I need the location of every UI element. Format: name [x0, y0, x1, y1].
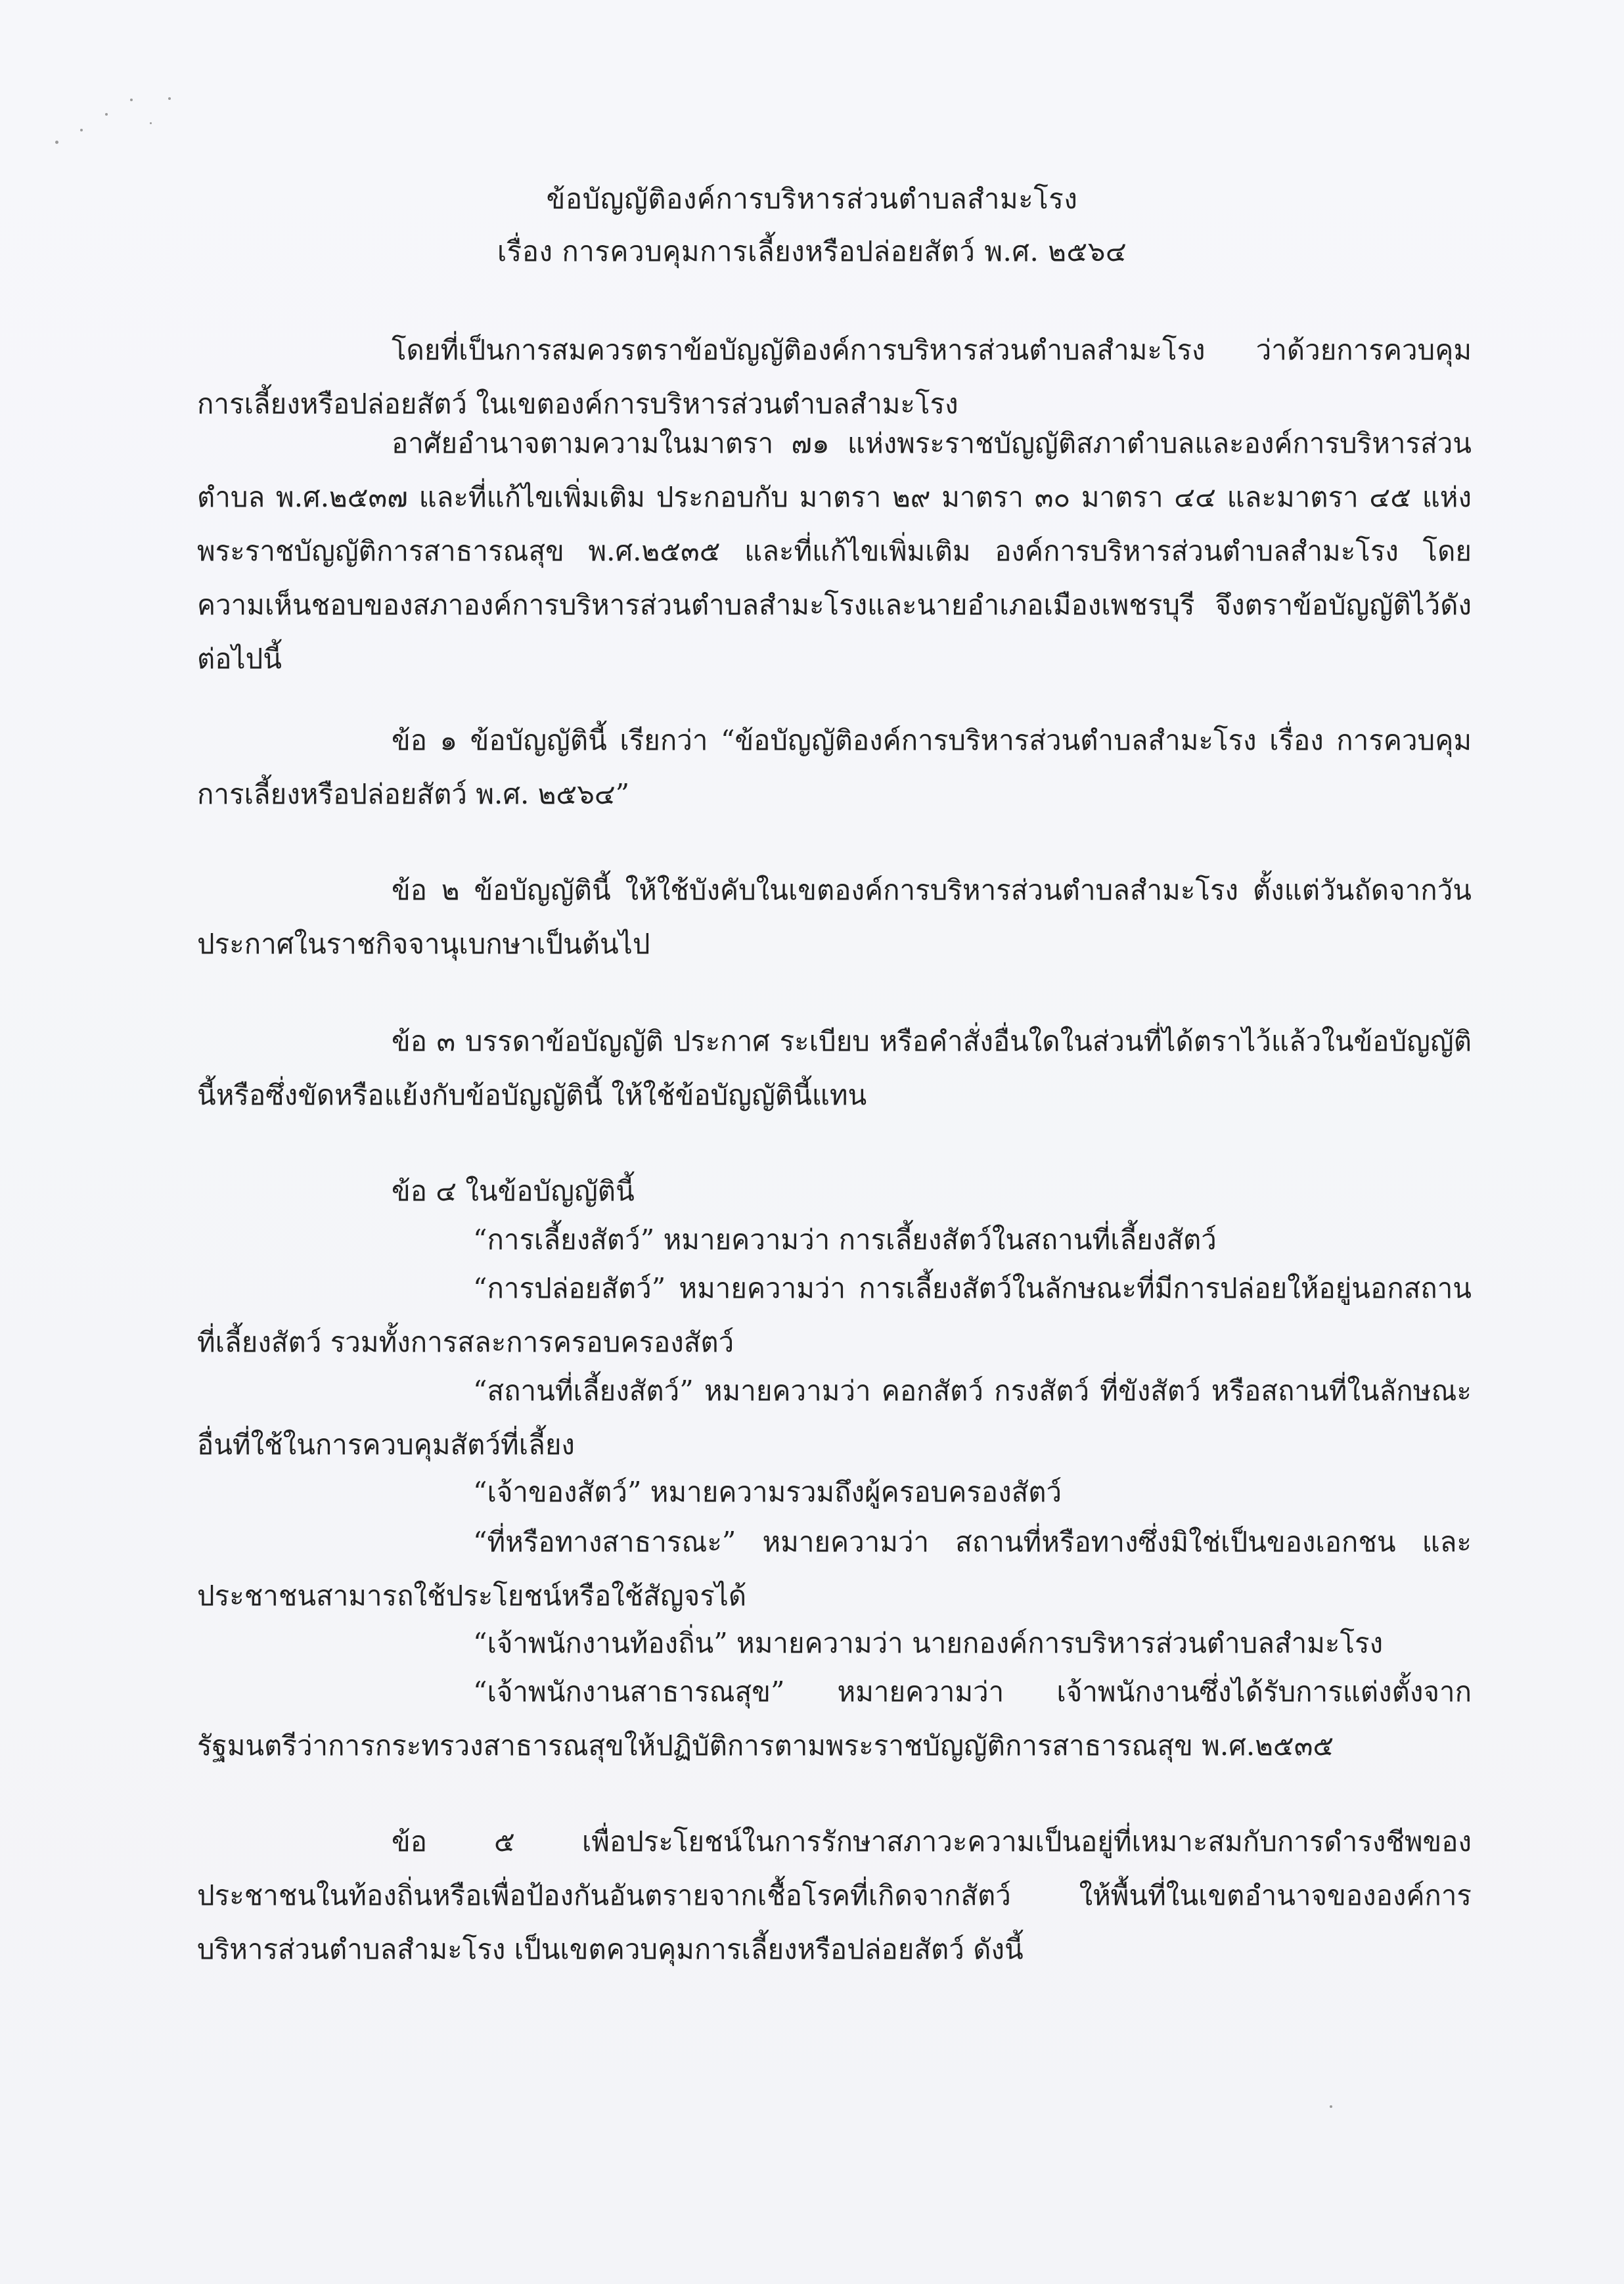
document-title: ข้อบัญญัติองค์การบริหารส่วนตำบลสำมะโรง — [546, 183, 1078, 215]
scan-speck — [168, 97, 171, 100]
definition-item: “การปล่อยสัตว์” หมายความว่า การเลี้ยงสัตว์ในลักษณะที่มีการปล่อยให้อยู่นอกสถานที่เลี้ยงสัตว์ รวมทั้งการสละการครอบครองสัตว์ — [197, 1272, 1472, 1358]
article-3: ข้อ ๓ บรรดาข้อบัญญัติ ประกาศ ระเบียบ หรือคำสั่งอื่นใดในส่วนที่ได้ตราไว้แล้วในข้อบัญญัตินี้หรือซึ่งขัดหรือแย้งกับข้อบัญญัตินี้ ให้ใช้ข้อบัญญัตินี้แทน — [197, 1025, 1472, 1111]
definition-item: “เจ้าพนักงานสาธารณสุข” หมายความว่า เจ้าพนักงานซึ่งได้รับการแต่งตั้งจากรัฐมนตรีว่าการกระทรวงสาธารณสุขให้ปฏิบัติการตามพระราชบัญญัติการสาธารณสุข พ.ศ.๒๕๓๕ — [197, 1676, 1472, 1762]
definition-item: “การเลี้ยงสัตว์” หมายความว่า การเลี้ยงสัตว์ในสถานที่เลี้ยงสัตว์ — [473, 1223, 1217, 1256]
scan-speck — [130, 99, 133, 101]
scan-speck — [1330, 2105, 1332, 2108]
scan-speck — [105, 113, 108, 116]
article-4-heading: ข้อ ๔ ในข้อบัญญัตินี้ — [392, 1175, 635, 1207]
scan-speck — [55, 141, 58, 144]
article-1: ข้อ ๑ ข้อบัญญัตินี้ เรียกว่า “ข้อบัญญัติองค์การบริหารส่วนตำบลสำมะโรง เรื่อง การควบคุมการเลี้ยงหรือปล่อยสัตว์ พ.ศ. ๒๕๖๔” — [197, 724, 1472, 810]
scan-speck — [150, 122, 152, 124]
definition-item: “สถานที่เลี้ยงสัตว์” หมายความว่า คอกสัตว์ กรงสัตว์ ที่ขังสัตว์ หรือสถานที่ในลักษณะอื่นที่ใช้ในการควบคุมสัตว์ที่เลี้ยง — [197, 1375, 1472, 1461]
document-subtitle: เรื่อง การควบคุมการเลี้ยงหรือปล่อยสัตว์ พ.ศ. ๒๕๖๔ — [497, 235, 1127, 267]
article-2: ข้อ ๒ ข้อบัญญัตินี้ ให้ใช้บังคับในเขตองค์การบริหารส่วนตำบลสำมะโรง ตั้งแต่วันถัดจากวันประกาศในราชกิจจานุเบกษาเป็นต้นไป — [197, 874, 1472, 960]
definition-item: “เจ้าของสัตว์” หมายความรวมถึงผู้ครอบครองสัตว์ — [473, 1476, 1062, 1508]
scan-speck — [80, 129, 83, 131]
preamble-paragraph-1: โดยที่เป็นการสมควรตราข้อบัญญัติองค์การบริหารส่วนตำบลสำมะโรง ว่าด้วยการควบคุมการเลี้ยงหรือปล่อยสัตว์ ในเขตองค์การบริหารส่วนตำบลสำมะโรง — [197, 334, 1472, 420]
article-5: ข้อ ๕ เพื่อประโยชน์ในการรักษาสภาวะความเป็นอยู่ที่เหมาะสมกับการดำรงชีพของประชาชนในท้องถิ่นหรือเพื่อป้องกันอันตรายจากเชื้อโรคที่เกิดจากสัตว์ ให้พื้นที่ในเขตอำนาจขององค์การบริหารส่วนตำบลสำมะโรง เป็นเขตควบคุมการเลี้ยงหรือปล่อยสัตว์ ดังนี้ — [197, 1825, 1472, 1965]
definition-item: “เจ้าพนักงานท้องถิ่น” หมายความว่า นายกองค์การบริหารส่วนตำบลสำมะโรง — [473, 1627, 1384, 1659]
definition-item: “ที่หรือทางสาธารณะ” หมายความว่า สถานที่หรือทางซึ่งมิใช่เป็นของเอกชน และประชาชนสามารถใช้ประโยชน์หรือใช้สัญจรได้ — [197, 1526, 1472, 1612]
preamble-paragraph-2: อาศัยอำนาจตามความในมาตรา ๗๑ แห่งพระราชบัญญัติสภาตำบลและองค์การบริหารส่วนตำบล พ.ศ.๒๕๓๗ และที่แก้ไขเพิ่มเติม ประกอบกับ มาตรา ๒๙ มาตรา ๓๐ มาตรา ๔๔ และมาตรา ๔๕ แห่งพระราชบัญญัติการสาธารณสุข พ.ศ.๒๕๓๕ และที่แก้ไขเพิ่มเติม องค์การบริหารส่วนตำบลสำมะโรง โดยความเห็นชอบของสภาองค์การบริหารส่วนตำบลสำมะโรงและนายอำเภอเมืองเพชรบุรี จึงตราข้อบัญญัติไว้ดังต่อไปนี้ — [197, 427, 1472, 675]
